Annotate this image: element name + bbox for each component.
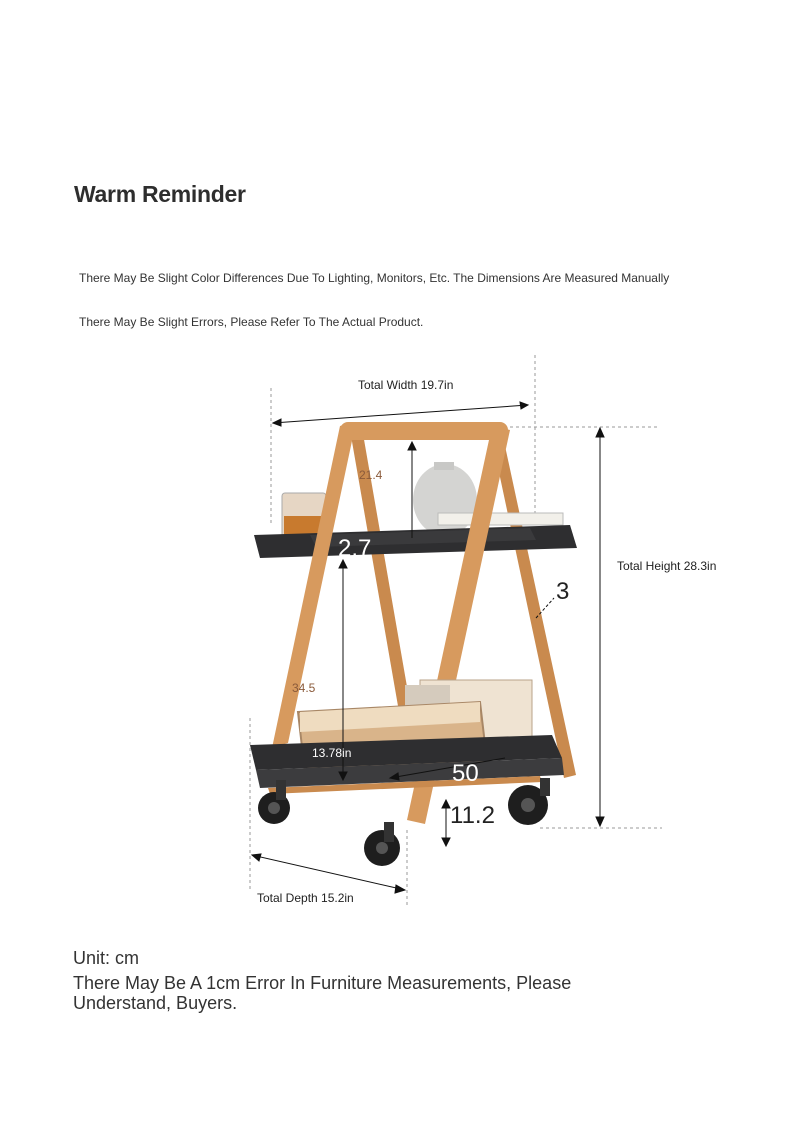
error-note: There May Be A 1cm Error In Furniture Measurements, Please Understand, Buyers. <box>73 973 572 1013</box>
disclaimer-line-1: There May Be Slight Color Differences Due To Lighting, Monitors, Etc. The Dimensions Are Measured Manually <box>79 271 670 285</box>
shelf-thickness-label: 2.7 <box>338 535 372 562</box>
top-clearance-label: 21.4 <box>359 468 383 482</box>
cart-dimension-diagram <box>240 350 680 920</box>
total-depth-label: Total Depth 15.2in <box>257 891 354 905</box>
shelf-gap-label: 34.5 <box>292 681 316 695</box>
bottom-clearance-label: 11.2 <box>450 802 495 829</box>
total-height-label: Total Height 28.3in <box>617 559 717 573</box>
handle-bar <box>340 422 508 440</box>
disclaimer-line-2: There May Be Slight Errors, Please Refer To The Actual Product. <box>79 315 424 329</box>
unit-label: Unit: cm <box>73 948 140 968</box>
bottom-tray <box>250 735 564 794</box>
inner-width-label: 50 <box>452 760 479 787</box>
leg-width-label: 3 <box>556 578 570 605</box>
page-title: Warm Reminder <box>74 181 246 207</box>
width-arrow <box>273 405 528 423</box>
inner-depth-label: 13.78in <box>312 746 352 760</box>
total-width-label: Total Width 19.7in <box>358 378 454 392</box>
